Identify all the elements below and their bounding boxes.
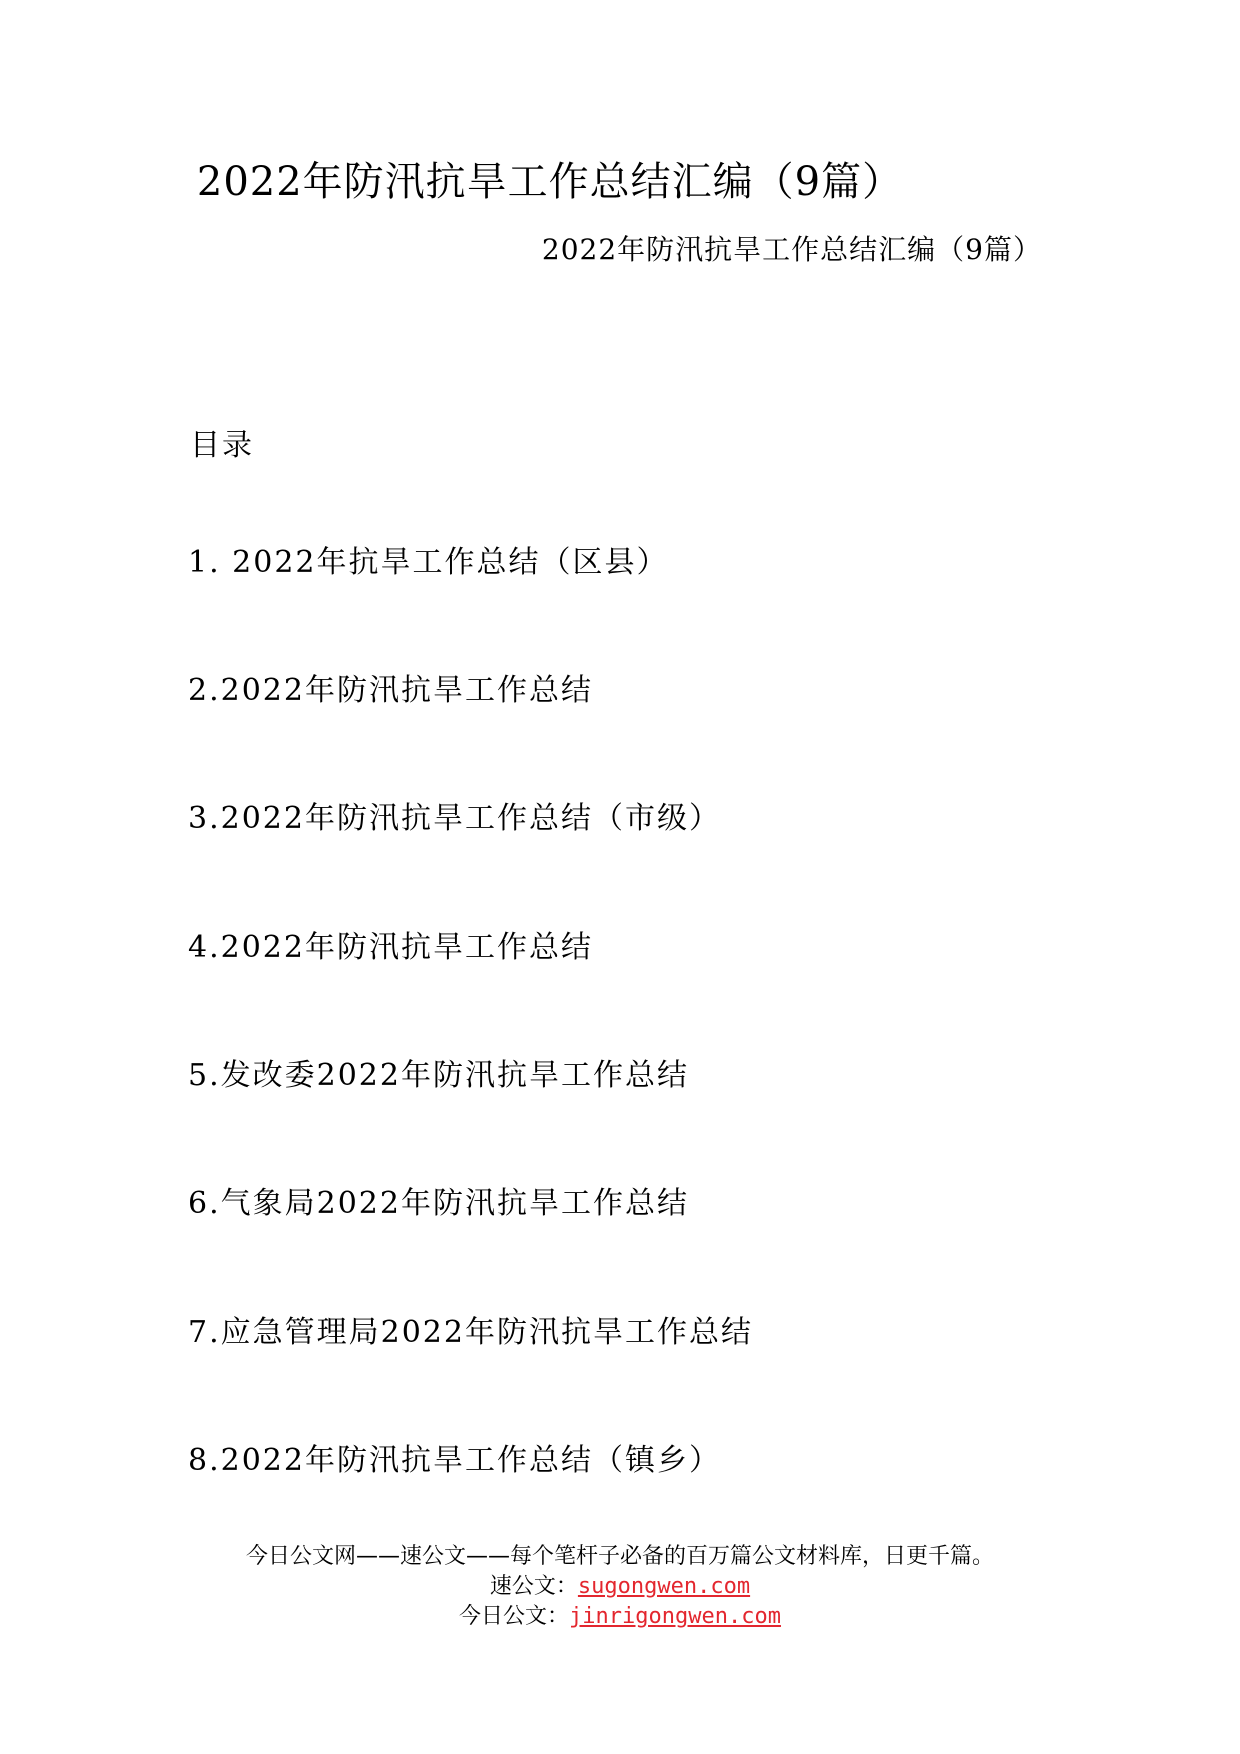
footer-slogan: 今日公文网——速公文——每个笔杆子必备的百万篇公文材料库，日更千篇。 xyxy=(245,1544,994,1569)
toc-heading: 目录 xyxy=(190,428,254,463)
toc-item: 3.2022年防汛抗旱工作总结（市级） xyxy=(188,801,721,836)
sugongwen-link[interactable]: sugongwen.com xyxy=(577,1574,751,1599)
footer-jinrigongwen-label: 今日公文： xyxy=(459,1604,570,1629)
jinrigongwen-link[interactable]: jinrigongwen.com xyxy=(569,1604,781,1629)
toc-item: 7.应急管理局2022年防汛抗旱工作总结 xyxy=(188,1315,753,1350)
footer-sugongwen-label: 速公文： xyxy=(489,1574,578,1599)
toc-item: 6.气象局2022年防汛抗旱工作总结 xyxy=(188,1186,689,1221)
toc-item: 1. 2022年抗旱工作总结（区县） xyxy=(188,545,669,580)
toc-item: 8.2022年防汛抗旱工作总结（镇乡） xyxy=(188,1443,721,1478)
toc-item: 2.2022年防汛抗旱工作总结 xyxy=(188,673,593,708)
document-title: 2022年防汛抗旱工作总结汇编（9篇） xyxy=(196,159,904,205)
footer-sugongwen xyxy=(0,1573,1240,1601)
toc-item: 5.发改委2022年防汛抗旱工作总结 xyxy=(188,1058,689,1093)
toc-item: 4.2022年防汛抗旱工作总结 xyxy=(188,930,593,965)
document-subtitle: 2022年防汛抗旱工作总结汇编（9篇） xyxy=(541,233,1042,266)
footer-jinrigongwen xyxy=(0,1603,1240,1631)
